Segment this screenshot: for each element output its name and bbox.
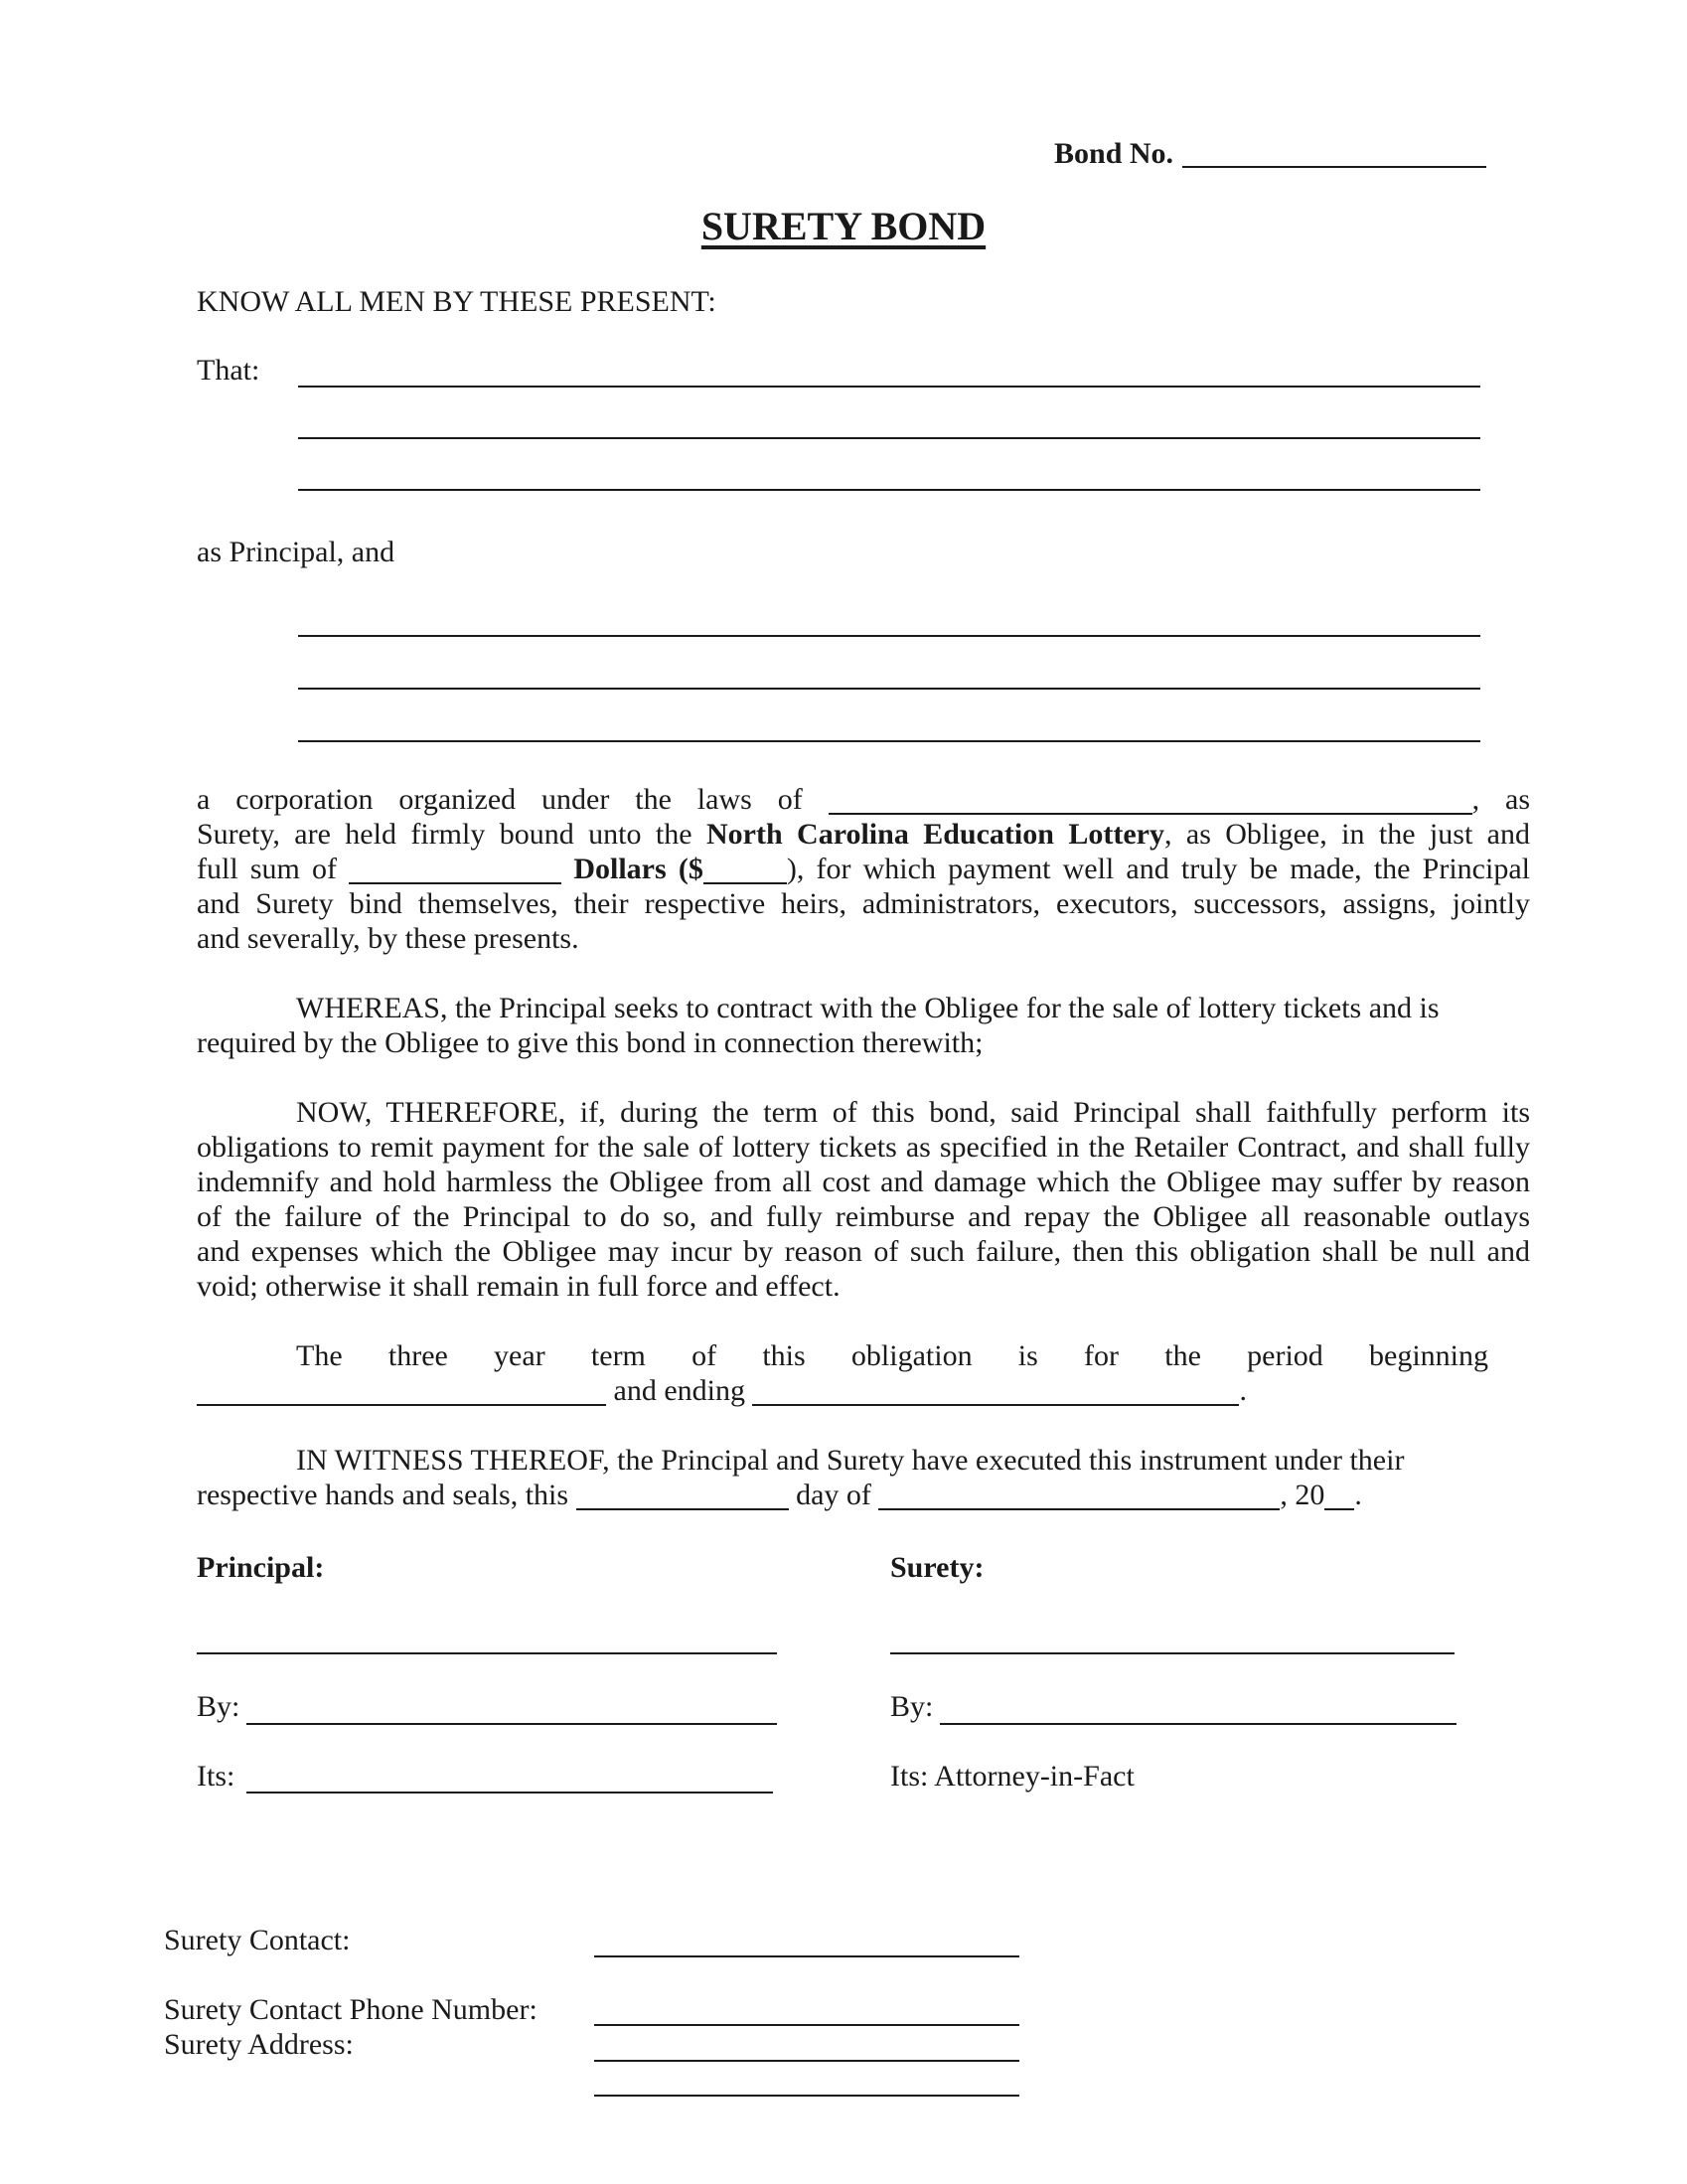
surety-phone-label: Surety Contact Phone Number: [164,1993,537,2026]
corporation-line-2: Surety, are held firmly bound unto the North Carolina Education Lottery, as Obligee, in the just and [197,818,1531,851]
principal-signature-line[interactable] [197,1652,777,1654]
sum-words-field[interactable] [349,882,561,884]
whereas-paragraph [197,991,1530,1060]
state-of-incorporation-field[interactable] [829,813,1472,815]
corporation-paragraph [197,782,1530,956]
now-therefore-line-2: obligations to remit payment for the sale of lottery tickets as specified in the Retailer Contract, and shall fully [197,1131,1530,1164]
term-line-1: The three year term of this obligation is for the period beginning [296,1339,1488,1372]
surety-phone-field[interactable] [594,2024,1019,2026]
surety-by-field[interactable] [940,1723,1457,1725]
term-end-date-field[interactable] [752,1404,1239,1406]
surety-its-text: Its: Attorney-in-Fact [890,1760,1135,1793]
term-line-2: and ending . [197,1373,1488,1408]
surety-name-line-3[interactable] [298,740,1480,742]
now-therefore-paragraph [197,1095,1530,1304]
principal-by-label: By: [197,1690,240,1723]
principal-name-line-2[interactable] [298,437,1480,439]
whereas-line-1: WHEREAS, the Principal seeks to contract with the Obligee for the sale of lottery tickets and is [296,992,1440,1024]
now-therefore-line-4: of the failure of the Principal to do so, and fully reimburse and repay the Obligee all reasonable outlays [197,1200,1530,1233]
sum-amount-field[interactable] [703,882,787,884]
obligee-name: North Carolina Education Lottery [705,818,1164,851]
surety-address-line-1[interactable] [594,2060,1019,2062]
bond-number-label: Bond No. [1054,137,1174,170]
now-therefore-line-1: NOW, THEREFORE, if, during the term of this bond, said Principal shall faithfully perform its [296,1096,1530,1129]
surety-contact-field[interactable] [594,1955,1019,1957]
term-paragraph [197,1338,1488,1408]
now-therefore-line-3: indemnify and hold harmless the Obligee from all cost and damage which the Obligee may suffer by reason [197,1166,1530,1198]
that-label: That: [197,354,260,387]
witness-paragraph [197,1443,1530,1512]
principal-its-field[interactable] [246,1792,773,1794]
term-begin-date-field[interactable] [197,1404,606,1406]
surety-contact-label: Surety Contact: [164,1924,351,1956]
now-therefore-line-6: void; otherwise it shall remain in full force and effect. [197,1270,841,1303]
surety-name-line-1[interactable] [298,635,1480,637]
know-all-men-heading: KNOW ALL MEN BY THESE PRESENT: [197,285,716,318]
surety-address-line-2[interactable] [594,2095,1019,2097]
principal-signature-label: Principal: [197,1551,325,1584]
bond-number-field[interactable] [1182,166,1486,168]
witness-day-field[interactable] [576,1508,789,1510]
as-principal-text: as Principal, and [197,536,395,568]
now-therefore-line-5: and expenses which the Obligee may incur by reason of such failure, then this obligation shall be null and [197,1235,1530,1268]
witness-month-field[interactable] [878,1508,1280,1510]
principal-name-line-1[interactable] [298,386,1480,388]
whereas-line-2: required by the Obligee to give this bond in connection therewith; [197,1026,984,1059]
surety-by-label: By: [890,1690,934,1723]
corporation-line-3: full sum of Dollars ($ ), for which payment well and truly be made, the Principal [197,853,1530,885]
document-title: SURETY BOND [700,204,987,248]
witness-line-2: respective hands and seals, this day of , 20 . [197,1479,1362,1511]
witness-year-field[interactable] [1324,1508,1354,1510]
principal-name-line-3[interactable] [298,489,1480,491]
corporation-line-4: and Surety bind themselves, their respective heirs, administrators, executors, successors, assigns, jointly [197,887,1530,920]
corporation-line-5: and severally, by these presents. [197,922,579,955]
surety-name-line-2[interactable] [298,688,1480,690]
surety-signature-line[interactable] [890,1652,1455,1654]
corporation-line-1: a corporation organized under the laws of , as [197,783,1531,816]
surety-address-label: Surety Address: [164,2028,354,2061]
principal-by-field[interactable] [246,1723,777,1725]
principal-its-label: Its: [197,1760,235,1793]
surety-signature-label: Surety: [890,1551,985,1584]
witness-line-1: IN WITNESS THEREOF, the Principal and Surety have executed this instrument under their [296,1444,1405,1477]
